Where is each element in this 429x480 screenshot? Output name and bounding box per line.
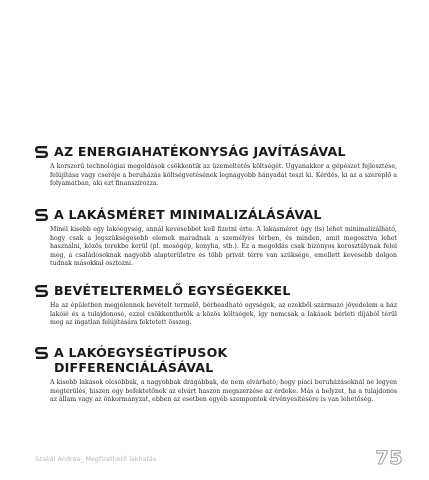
- section-heading-row: [35, 207, 397, 222]
- section-heading: BEVÉTELTERMELŐ EGYSÉGEKKEL: [54, 283, 291, 298]
- section-heading-row: [35, 283, 397, 298]
- section-body: A korszerű technológiai megoldások csökkentik az üzemeltetés költségét. Ugyanakkor a gépészet fejlesztése, felújítása vagy cseréje a beruházás költségvetésének legnagyobb hányadát teszi ki. Kérdés, ki az a szereplő a folyamatban, aki ezt finanszírozza.: [50, 163, 397, 188]
- s-logo-icon: [35, 284, 48, 298]
- section-body: Ha az épületben megjelennek bevételt termelő, bérbeadható egységek, az ezekből származó jövedelem a ház lakóié és a tulajdonosé, ezzel csökkenthetők a közös költségek, így nemcsak a lakások bérleti díjából térül meg az ingatlan felújítására fektetett összeg.: [50, 302, 397, 327]
- s-logo-icon: [35, 208, 48, 222]
- section-body: Minél kisebb egy lakóegység, annál kevesebbet kell fizetni érte. A lakásméret úgy (is) lehet minimalizálható, hogy csak a legszükségesebb elemek maradnak a személyes térben, és minden, amit megosztva lehet használni, közös terekbe kerül (pl. mosógép, konyha, stb.). Ez a megoldás csak bizonyos korosztálynak felel meg, a családosoknak nagyobb alapterületre és több privát térre van szüksége, emellett kevesebb dolgon tudnak másokkal osztozni.: [50, 226, 397, 268]
- section-heading: A LAKÓEGYSÉGTÍPUSOK DIFFERENCIÁLÁSÁVAL: [54, 345, 228, 375]
- section-heading: AZ ENERGIAHATÉKONYSÁG JAVÍTÁSÁVAL: [54, 144, 346, 159]
- section-heading-row: [35, 345, 397, 375]
- section-revenue-units: [35, 283, 397, 328]
- page-number: 75: [375, 447, 403, 469]
- s-logo-icon: [35, 145, 48, 159]
- section-unit-types: [35, 345, 397, 405]
- section-heading-row: [35, 144, 397, 159]
- section-energy-efficiency: [35, 144, 397, 189]
- section-apartment-size: [35, 207, 397, 269]
- section-body: A kisebb lakások olcsóbbak, a nagyobbak drágábbak, de nem elvárható, hogy piaci beruházásoknál ne legyen megtérülés, hiszen egy befektetőnek az elvárt haszon megszerzése az érdeke. Más a helyzet, ha a tulajdonos az állam vagy az önkormányzat, ebben az esetben egyéb szempontok érvényesítésére is van lehetőség.: [50, 379, 397, 404]
- s-logo-icon: [35, 346, 48, 360]
- section-heading: A LAKÁSMÉRET MINIMALIZÁLÁSÁVAL: [54, 207, 322, 222]
- footer-author-title: Szakál Andrea_ Megfizethető lakhatás: [35, 456, 157, 463]
